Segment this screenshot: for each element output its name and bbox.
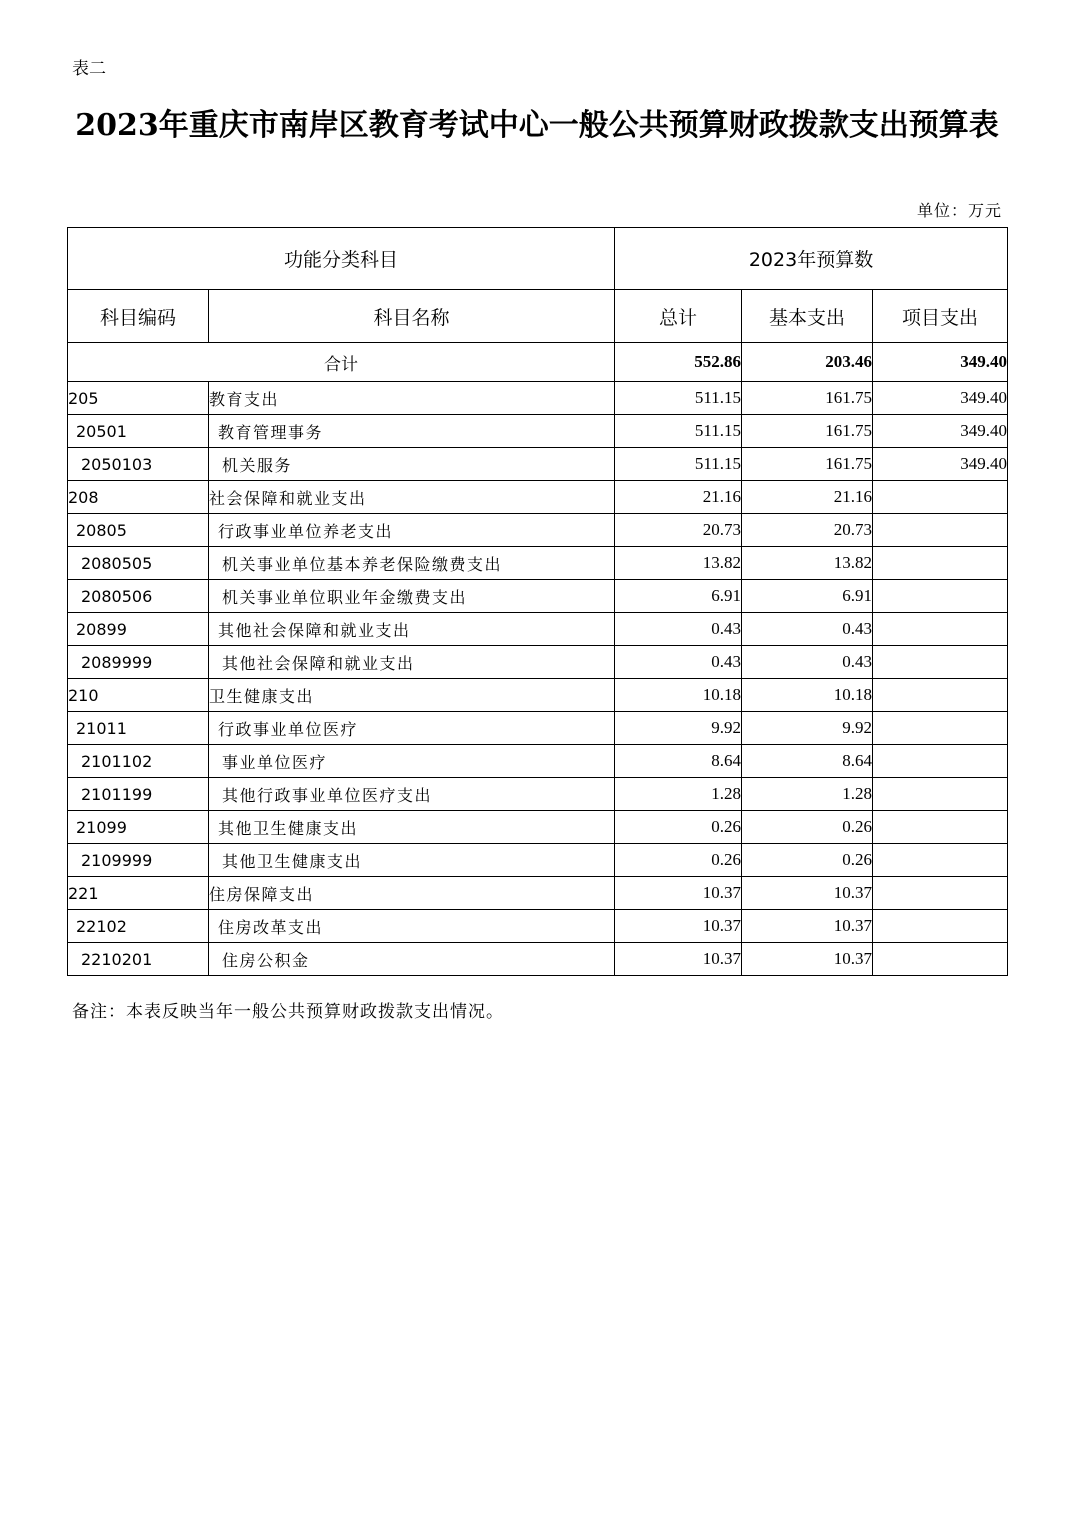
row-total: 511.15 xyxy=(615,415,742,448)
row-project xyxy=(873,745,1008,778)
header-code: 科目编码 xyxy=(68,290,209,343)
table-row xyxy=(68,646,1008,679)
table-row xyxy=(68,943,1008,976)
row-basic: 161.75 xyxy=(742,448,873,481)
total-row xyxy=(68,343,1008,382)
row-code: 22102 xyxy=(68,910,209,943)
row-name: 事业单位医疗 xyxy=(209,745,615,778)
row-project xyxy=(873,910,1008,943)
header-basic: 基本支出 xyxy=(742,290,873,343)
unit-label: 单位：万元 xyxy=(916,201,1002,220)
row-basic: 0.26 xyxy=(742,844,873,877)
table-row xyxy=(68,547,1008,580)
row-name: 行政事业单位养老支出 xyxy=(209,514,615,547)
row-project xyxy=(873,877,1008,910)
table-row xyxy=(68,481,1008,514)
row-code: 2080506 xyxy=(68,580,209,613)
table-row xyxy=(68,613,1008,646)
row-total: 6.91 xyxy=(615,580,742,613)
row-project xyxy=(873,646,1008,679)
table-row xyxy=(68,811,1008,844)
row-code: 21011 xyxy=(68,712,209,745)
row-basic: 0.26 xyxy=(742,811,873,844)
header-name: 科目名称 xyxy=(209,290,615,343)
header-budget-year: 2023年预算数 xyxy=(615,228,1008,290)
table-row xyxy=(68,448,1008,481)
header-row-2 xyxy=(68,290,1008,343)
table-row xyxy=(68,382,1008,415)
row-project: 349.40 xyxy=(873,382,1008,415)
row-name: 其他社会保障和就业支出 xyxy=(209,613,615,646)
row-project: 349.40 xyxy=(873,415,1008,448)
row-name: 教育管理事务 xyxy=(209,415,615,448)
row-basic: 0.43 xyxy=(742,613,873,646)
total-total: 552.86 xyxy=(615,343,742,382)
header-project: 项目支出 xyxy=(873,290,1008,343)
row-total: 8.64 xyxy=(615,745,742,778)
row-total: 13.82 xyxy=(615,547,742,580)
row-basic: 10.37 xyxy=(742,943,873,976)
table-row xyxy=(68,712,1008,745)
row-basic: 9.92 xyxy=(742,712,873,745)
row-code: 210 xyxy=(68,679,209,712)
row-total: 511.15 xyxy=(615,448,742,481)
row-basic: 161.75 xyxy=(742,415,873,448)
row-basic: 6.91 xyxy=(742,580,873,613)
row-name: 其他卫生健康支出 xyxy=(209,844,615,877)
row-total: 21.16 xyxy=(615,481,742,514)
table-row xyxy=(68,844,1008,877)
row-project xyxy=(873,778,1008,811)
row-code: 2089999 xyxy=(68,646,209,679)
row-code: 208 xyxy=(68,481,209,514)
header-row-1 xyxy=(68,228,1008,290)
row-project xyxy=(873,712,1008,745)
table-row xyxy=(68,877,1008,910)
row-name: 教育支出 xyxy=(209,382,615,415)
row-project xyxy=(873,547,1008,580)
row-basic: 10.37 xyxy=(742,877,873,910)
row-total: 0.43 xyxy=(615,646,742,679)
row-project xyxy=(873,613,1008,646)
row-name: 其他社会保障和就业支出 xyxy=(209,646,615,679)
row-total: 10.37 xyxy=(615,910,742,943)
row-name: 机关事业单位基本养老保险缴费支出 xyxy=(209,547,615,580)
header-total: 总计 xyxy=(615,290,742,343)
row-project xyxy=(873,943,1008,976)
row-total: 20.73 xyxy=(615,514,742,547)
row-name: 住房改革支出 xyxy=(209,910,615,943)
row-basic: 161.75 xyxy=(742,382,873,415)
row-code: 2080505 xyxy=(68,547,209,580)
total-project: 349.40 xyxy=(873,343,1008,382)
row-code: 20899 xyxy=(68,613,209,646)
row-code: 205 xyxy=(68,382,209,415)
table-row xyxy=(68,679,1008,712)
row-name: 卫生健康支出 xyxy=(209,679,615,712)
row-name: 其他卫生健康支出 xyxy=(209,811,615,844)
row-code: 2210201 xyxy=(68,943,209,976)
row-name: 社会保障和就业支出 xyxy=(209,481,615,514)
row-project xyxy=(873,679,1008,712)
table-row xyxy=(68,514,1008,547)
row-code: 2101102 xyxy=(68,745,209,778)
row-basic: 10.18 xyxy=(742,679,873,712)
row-name: 行政事业单位医疗 xyxy=(209,712,615,745)
table-row xyxy=(68,745,1008,778)
row-total: 0.43 xyxy=(615,613,742,646)
row-code: 221 xyxy=(68,877,209,910)
table-row xyxy=(68,910,1008,943)
row-total: 0.26 xyxy=(615,811,742,844)
row-project xyxy=(873,844,1008,877)
row-project: 349.40 xyxy=(873,448,1008,481)
row-basic: 0.43 xyxy=(742,646,873,679)
row-basic: 21.16 xyxy=(742,481,873,514)
row-total: 10.37 xyxy=(615,877,742,910)
row-total: 10.37 xyxy=(615,943,742,976)
row-name: 机关服务 xyxy=(209,448,615,481)
row-basic: 8.64 xyxy=(742,745,873,778)
remark-note: 备注：本表反映当年一般公共预算财政拨款支出情况。 xyxy=(72,1002,504,1022)
row-total: 511.15 xyxy=(615,382,742,415)
table-row xyxy=(68,415,1008,448)
total-label: 合计 xyxy=(68,343,615,382)
row-project xyxy=(873,514,1008,547)
row-basic: 20.73 xyxy=(742,514,873,547)
row-total: 0.26 xyxy=(615,844,742,877)
table-row xyxy=(68,778,1008,811)
budget-table xyxy=(67,227,1008,976)
row-code: 20805 xyxy=(68,514,209,547)
row-basic: 1.28 xyxy=(742,778,873,811)
row-code: 2101199 xyxy=(68,778,209,811)
row-name: 住房保障支出 xyxy=(209,877,615,910)
total-basic: 203.46 xyxy=(742,343,873,382)
document-label: 表二 xyxy=(72,59,106,79)
row-name: 住房公积金 xyxy=(209,943,615,976)
row-code: 2050103 xyxy=(68,448,209,481)
row-code: 20501 xyxy=(68,415,209,448)
row-name: 其他行政事业单位医疗支出 xyxy=(209,778,615,811)
row-name: 机关事业单位职业年金缴费支出 xyxy=(209,580,615,613)
row-total: 1.28 xyxy=(615,778,742,811)
row-project xyxy=(873,481,1008,514)
header-functional-category: 功能分类科目 xyxy=(68,228,615,290)
row-total: 9.92 xyxy=(615,712,742,745)
row-total: 10.18 xyxy=(615,679,742,712)
row-basic: 10.37 xyxy=(742,910,873,943)
row-project xyxy=(873,580,1008,613)
row-project xyxy=(873,811,1008,844)
row-basic: 13.82 xyxy=(742,547,873,580)
page-title: 2023年重庆市南岸区教育考试中心一般公共预算财政拨款支出预算表 xyxy=(75,108,999,143)
table-row xyxy=(68,580,1008,613)
row-code: 2109999 xyxy=(68,844,209,877)
row-code: 21099 xyxy=(68,811,209,844)
